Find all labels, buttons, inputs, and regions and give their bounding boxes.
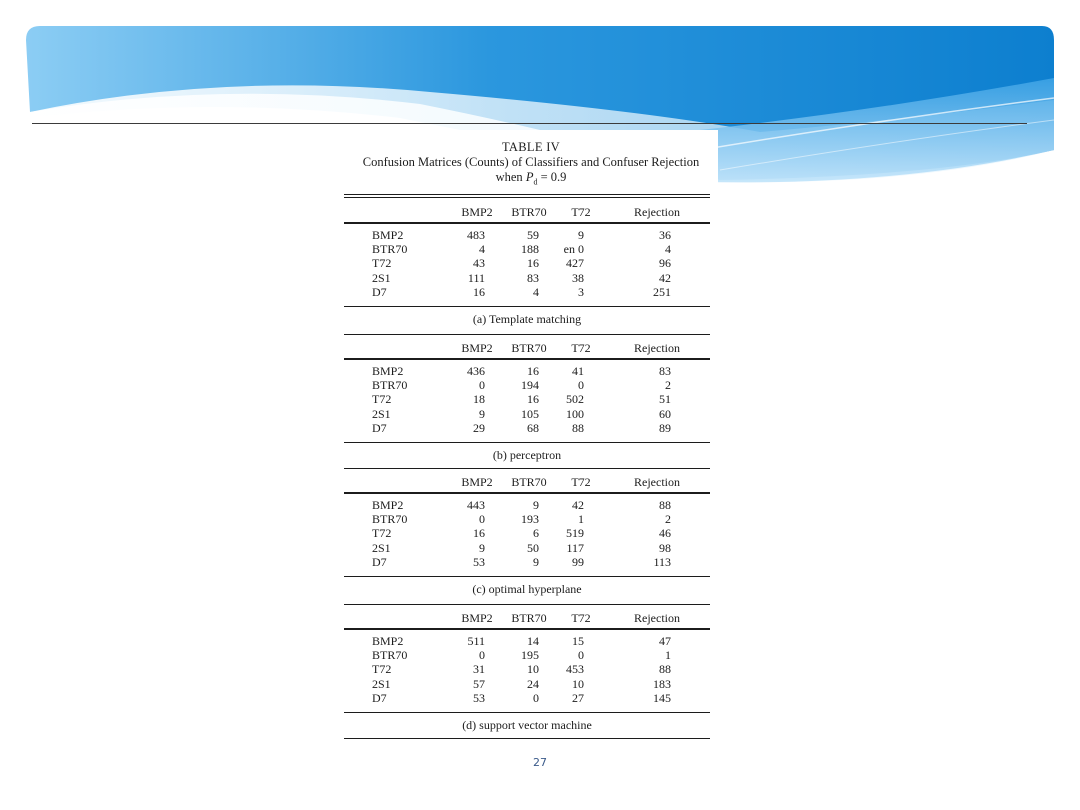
table-cell: 89 [659, 420, 671, 435]
table-cell: 0 [479, 648, 485, 663]
table-cell: 519 [566, 526, 584, 541]
table-title: TABLE IV [502, 140, 560, 154]
table-cell: 436 [467, 364, 485, 378]
column-header: T72 [571, 611, 591, 625]
table-cell: 9 [578, 228, 584, 242]
table-cell: 83 [527, 270, 539, 285]
table-cell: 98 [659, 540, 671, 555]
column-header: BTR70 [511, 611, 547, 625]
row-label: BMP2 [372, 634, 404, 648]
table-cell: 1 [665, 648, 671, 663]
table-cell: 47 [659, 634, 671, 648]
table-cell: 194 [521, 378, 539, 393]
column-header: Rejection [634, 205, 680, 219]
table-cell: 88 [659, 498, 671, 512]
header-divider [32, 123, 1027, 124]
table-cell: 9 [479, 406, 485, 421]
table-cell: 111 [467, 270, 485, 285]
row-label: T72 [372, 526, 392, 541]
table-cell: 113 [653, 554, 671, 569]
row-label: D7 [372, 690, 387, 705]
table-cell: 53 [473, 554, 485, 569]
row-label: 2S1 [372, 540, 391, 555]
column-header: T72 [571, 205, 591, 219]
row-label: 2S1 [372, 406, 391, 421]
row-label: 2S1 [372, 270, 391, 285]
table-cell: 4 [533, 284, 539, 299]
section-rule [344, 468, 710, 469]
page-number: 27 [533, 756, 547, 769]
table-cell: 88 [572, 420, 584, 435]
table-cell: 117 [566, 540, 584, 555]
table-cell: 42 [572, 498, 584, 512]
table-cell: 83 [659, 364, 671, 378]
row-label: BTR70 [372, 512, 408, 527]
row-label: BTR70 [372, 378, 408, 393]
table-cell: 31 [473, 662, 485, 677]
column-header: BMP2 [461, 341, 493, 355]
table-cell: 2 [665, 378, 671, 393]
header-rule [344, 628, 710, 630]
table-cell: 145 [653, 690, 671, 705]
table-cell: 0 [578, 378, 584, 393]
table-top-rule [344, 194, 710, 195]
table-cell: 0 [533, 690, 539, 705]
table-cell: 57 [473, 676, 485, 691]
row-label: BTR70 [372, 242, 408, 257]
row-label: D7 [372, 284, 387, 299]
section-bottom-rule [344, 306, 710, 307]
column-header: BMP2 [461, 475, 493, 489]
table-cell: 15 [572, 634, 584, 648]
table-cell: 4 [479, 242, 485, 257]
row-label: BTR70 [372, 648, 408, 663]
column-header: T72 [571, 475, 591, 489]
row-label: BMP2 [372, 364, 404, 378]
table-cell: 53 [473, 690, 485, 705]
table-cell: 16 [473, 526, 485, 541]
table-cell: 1 [578, 512, 584, 527]
table-cell: 10 [527, 662, 539, 677]
table-cell: 16 [527, 364, 539, 378]
column-header: BTR70 [511, 475, 547, 489]
column-header: BTR70 [511, 205, 547, 219]
table-cell: 43 [473, 256, 485, 271]
table-cell: 9 [533, 498, 539, 512]
section-subtitle: (d) support vector machine [462, 718, 592, 732]
caption-subscript: d [533, 177, 538, 187]
section-subtitle: (b) perceptron [492, 448, 562, 462]
table-cell: 195 [521, 648, 539, 663]
caption-value: = 0.9 [540, 170, 567, 184]
section-rule [344, 334, 710, 335]
table-cell: 251 [653, 284, 671, 299]
table-cell: 29 [473, 420, 485, 435]
table-cell: 16 [527, 392, 539, 407]
table-cell: 36 [659, 228, 671, 242]
table-cell: 59 [527, 228, 539, 242]
section-bottom-rule [344, 576, 710, 577]
table-cell: 10 [572, 676, 584, 691]
column-header: Rejection [634, 475, 680, 489]
table-cell: 3 [578, 284, 584, 299]
table-bottom-rule [344, 738, 710, 739]
table-cell: 60 [659, 406, 671, 421]
table-cell: 483 [467, 228, 485, 242]
table-cell: 0 [578, 648, 584, 663]
table-cell: 2 [665, 512, 671, 527]
table-caption-condition [344, 170, 718, 190]
table-cell: 6 [533, 526, 539, 541]
table-cell: 41 [572, 364, 584, 378]
caption-symbol: P [525, 170, 534, 184]
table-cell: 16 [527, 256, 539, 271]
table-cell: 0 [479, 378, 485, 393]
table-cell: 14 [527, 634, 539, 648]
table-cell: 18 [473, 392, 485, 407]
row-label: BMP2 [372, 498, 404, 512]
table-cell: 9 [479, 540, 485, 555]
header-rule [344, 492, 710, 494]
table-cell: 427 [566, 256, 584, 271]
table-cell: 27 [572, 690, 584, 705]
table-cell: 4 [665, 242, 671, 257]
column-header: T72 [571, 341, 591, 355]
caption-when: when [495, 170, 523, 184]
row-label: T72 [372, 256, 392, 271]
table-figure [344, 130, 718, 742]
table-cell: 68 [527, 420, 539, 435]
section-bottom-rule [344, 442, 710, 443]
section-bottom-rule [344, 712, 710, 713]
header-rule [344, 358, 710, 360]
table-cell: 16 [473, 284, 485, 299]
table-cell: 9 [533, 554, 539, 569]
section-subtitle: (a) Template matching [472, 312, 582, 326]
table-cell: 42 [659, 270, 671, 285]
table-cell: 88 [659, 662, 671, 677]
column-header: Rejection [634, 611, 680, 625]
section-rule [344, 604, 710, 605]
table-cell: 183 [653, 676, 671, 691]
row-label: D7 [372, 420, 387, 435]
column-header: BMP2 [461, 611, 493, 625]
table-cell: 105 [521, 406, 539, 421]
table-cell: 100 [566, 406, 584, 421]
row-label: 2S1 [372, 676, 391, 691]
row-label: D7 [372, 554, 387, 569]
row-label: T72 [372, 662, 392, 677]
table-cell: 0 [479, 512, 485, 527]
table-cell: 443 [467, 498, 485, 512]
column-header: BMP2 [461, 205, 493, 219]
table-cell: 193 [521, 512, 539, 527]
column-header: Rejection [634, 341, 680, 355]
table-cell: 99 [572, 554, 584, 569]
table-cell: 96 [659, 256, 671, 271]
table-cell: 46 [659, 526, 671, 541]
table-cell: 51 [659, 392, 671, 407]
header-rule [344, 222, 710, 224]
table-caption: Confusion Matrices (Counts) of Classifiers and Confuser Rejection [362, 155, 700, 169]
table-cell: 453 [566, 662, 584, 677]
table-cell: 38 [572, 270, 584, 285]
table-cell: 50 [527, 540, 539, 555]
row-label: T72 [372, 392, 392, 407]
table-cell: 502 [566, 392, 584, 407]
table-cell: 188 [521, 242, 539, 257]
column-header: BTR70 [511, 341, 547, 355]
section-subtitle: (c) optimal hyperplane [472, 582, 582, 596]
row-label: BMP2 [372, 228, 404, 242]
table-top-rule [344, 197, 710, 198]
table-cell: en 0 [563, 242, 584, 257]
table-cell: 24 [527, 676, 539, 691]
table-cell: 511 [467, 634, 485, 648]
